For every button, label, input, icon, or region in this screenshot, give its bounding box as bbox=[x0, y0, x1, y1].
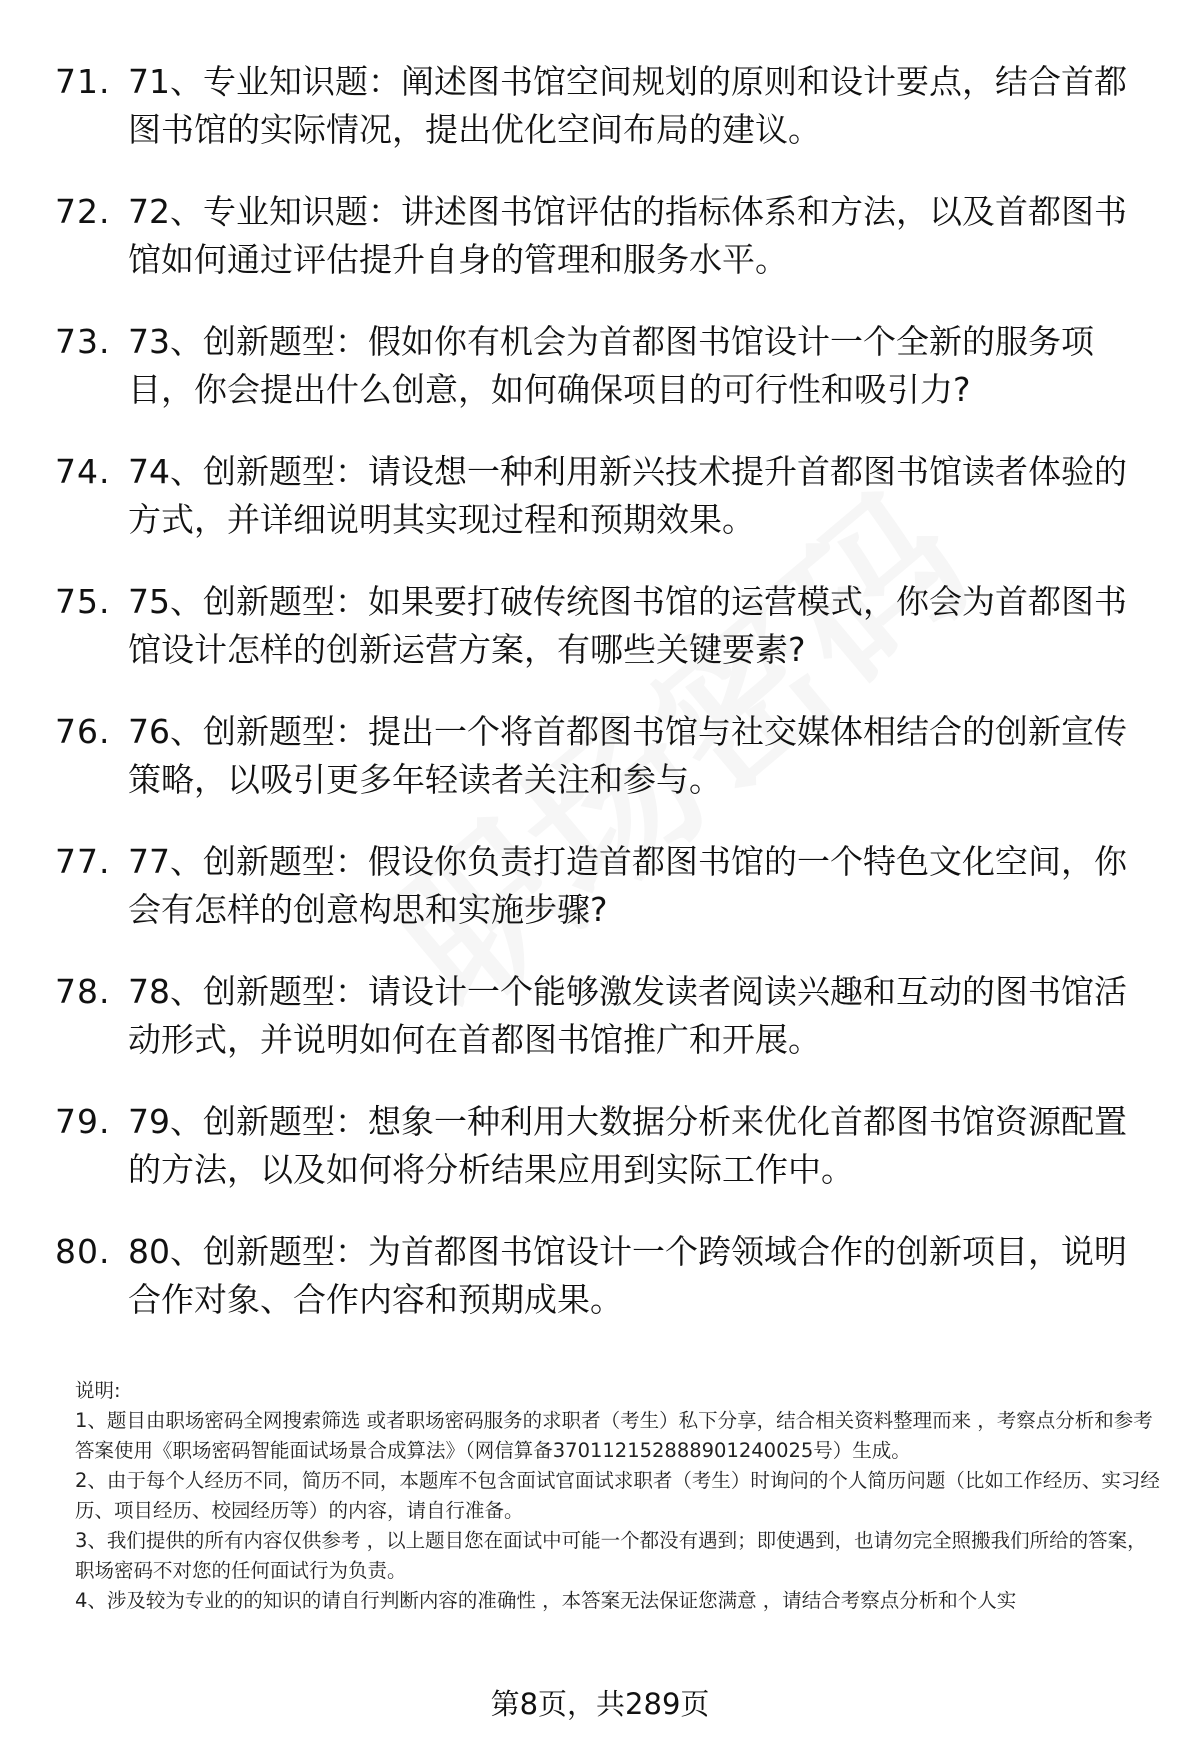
question-text: 72、专业知识题：讲述图书馆评估的指标体系和方法，以及首都图书馆如何通过评估提升自身的管理和服务水平。 bbox=[128, 192, 1127, 279]
question-item bbox=[55, 448, 1145, 544]
question-list bbox=[55, 58, 1145, 1358]
question-number: 77. bbox=[55, 842, 111, 881]
question-number: 76. bbox=[55, 712, 111, 751]
question-item bbox=[55, 708, 1145, 804]
question-text: 77、创新题型：假设你负责打造首都图书馆的一个特色文化空间，你会有怎样的创意构思和实施步骤? bbox=[128, 842, 1127, 929]
question-number: 72. bbox=[55, 192, 111, 231]
page-number: 第8页，共289页 bbox=[490, 1687, 710, 1721]
question-item bbox=[55, 1098, 1145, 1194]
notes-section bbox=[75, 1376, 1160, 1616]
question-number: 79. bbox=[55, 1102, 111, 1141]
question-number: 78. bbox=[55, 972, 111, 1011]
question-text: 71、专业知识题：阐述图书馆空间规划的原则和设计要点，结合首都图书馆的实际情况，提出优化空间布局的建议。 bbox=[128, 62, 1127, 149]
question-text: 73、创新题型：假如你有机会为首都图书馆设计一个全新的服务项目，你会提出什么创意，如何确保项目的可行性和吸引力? bbox=[128, 322, 1094, 409]
question-number: 73. bbox=[55, 322, 111, 361]
notes-heading: 说明: bbox=[75, 1379, 121, 1402]
question-number: 75. bbox=[55, 582, 111, 621]
question-number: 74. bbox=[55, 452, 111, 491]
question-number: 71. bbox=[55, 62, 111, 101]
question-text: 76、创新题型：提出一个将首都图书馆与社交媒体相结合的创新宣传策略，以吸引更多年轻读者关注和参与。 bbox=[128, 712, 1127, 799]
question-item bbox=[55, 318, 1145, 414]
question-item bbox=[55, 58, 1145, 154]
question-item bbox=[55, 578, 1145, 674]
question-number: 80. bbox=[55, 1232, 111, 1271]
question-text: 74、创新题型：请设想一种利用新兴技术提升首都图书馆读者体验的方式，并详细说明其实现过程和预期效果。 bbox=[128, 452, 1127, 539]
question-item bbox=[55, 1228, 1145, 1324]
question-text: 79、创新题型：想象一种利用大数据分析来优化首都图书馆资源配置的方法，以及如何将分析结果应用到实际工作中。 bbox=[128, 1102, 1127, 1189]
note-item: 1、题目由职场密码全网搜索筛选 或者职场密码服务的求职者（考生）私下分享，结合相关资料整理而来 ，考察点分析和参考答案使用《职场密码智能面试场景合成算法》（网信算备370112152888901240025号）生成。 bbox=[75, 1409, 1153, 1462]
question-text: 75、创新题型：如果要打破传统图书馆的运营模式，你会为首都图书馆设计怎样的创新运营方案，有哪些关键要素? bbox=[128, 582, 1127, 669]
question-text: 78、创新题型：请设计一个能够激发读者阅读兴趣和互动的图书馆活动形式，并说明如何在首都图书馆推广和开展。 bbox=[128, 972, 1127, 1059]
question-item bbox=[55, 968, 1145, 1064]
question-item bbox=[55, 188, 1145, 284]
question-item bbox=[55, 838, 1145, 934]
note-item: 3、我们提供的所有内容仅供参考 ，以上题目您在面试中可能一个都没有遇到；即使遇到，也请勿完全照搬我们所给的答案，职场密码不对您的任何面试行为负责。 bbox=[75, 1529, 1147, 1582]
note-item: 2、由于每个人经历不同，简历不同，本题库不包含面试官面试求职者（考生）时询问的个人简历问题（比如工作经历、实习经历、项目经历、校园经历等）的内容，请自行准备。 bbox=[75, 1469, 1160, 1522]
question-text: 80、创新题型：为首都图书馆设计一个跨领域合作的创新项目，说明合作对象、合作内容和预期成果。 bbox=[128, 1232, 1127, 1319]
note-item: 4、涉及较为专业的的知识的请自行判断内容的准确性 ，本答案无法保证您满意 ，请结合考察点分析和个人实 bbox=[75, 1589, 1017, 1612]
